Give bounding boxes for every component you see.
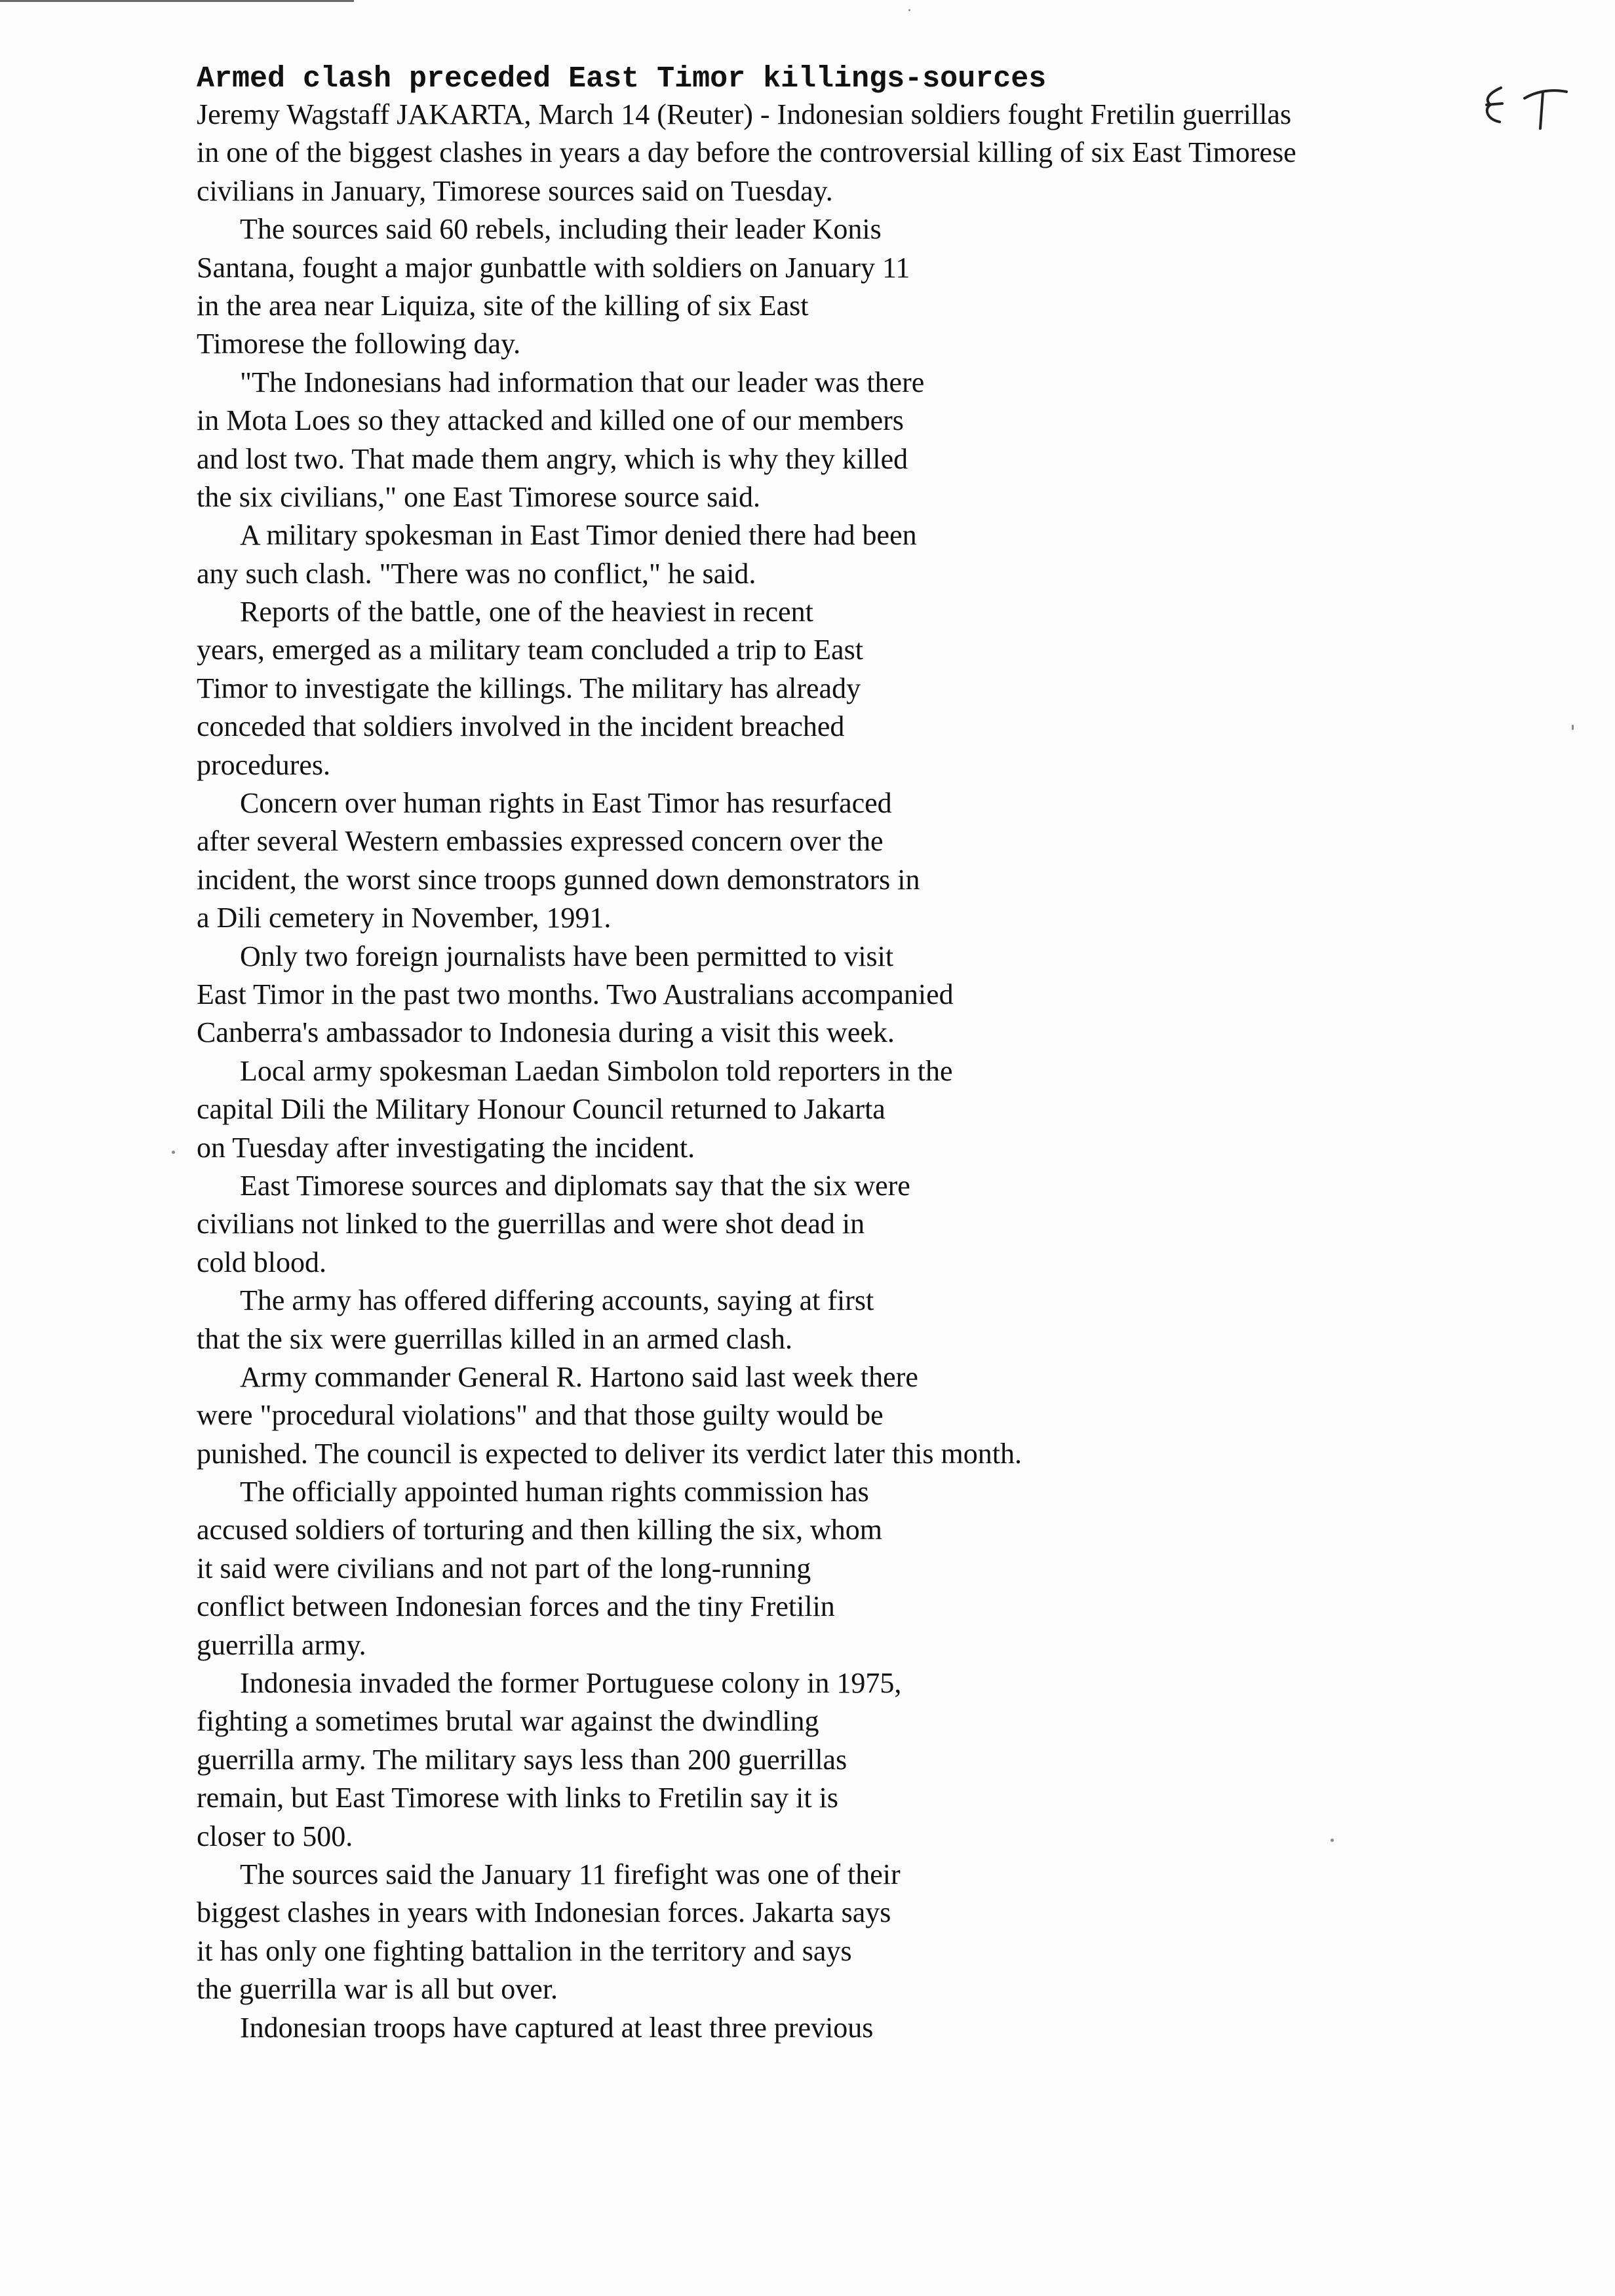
article-line: Jeremy Wagstaff JAKARTA, March 14 (Reuter) - Indonesian soldiers fought Fretilin guerrillas — [197, 98, 1292, 130]
article-line: that the six were guerrillas killed in an armed clash. — [197, 1322, 793, 1355]
article-body — [197, 96, 1521, 2047]
article-line: any such clash. "There was no conflict," he said. — [197, 557, 756, 590]
article-line: conceded that soldiers involved in the incident breached — [197, 710, 845, 743]
article-line: closer to 500. — [197, 1820, 353, 1852]
article-line: A military spokesman in East Timor denied there had been — [240, 519, 917, 552]
article-line: punished. The council is expected to deliver its verdict later this month. — [197, 1437, 1022, 1470]
article-line: Concern over human rights in East Timor has resurfaced — [240, 787, 892, 820]
scan-speck — [172, 1151, 175, 1154]
article-line: a Dili cemetery in November, 1991. — [197, 902, 612, 934]
article-line: accused soldiers of torturing and then killing the six, whom — [197, 1514, 883, 1546]
article-line: biggest clashes in years with Indonesian forces. Jakarta says — [197, 1896, 891, 1929]
article-line: East Timorese sources and diplomats say that the six were — [240, 1169, 910, 1202]
headline: Armed clash preceded East Timor killings-sources — [197, 62, 1047, 96]
article-line: fighting a sometimes brutal war against the dwindling — [197, 1705, 819, 1738]
scan-speck — [908, 9, 910, 11]
article-line: in the area near Liquiza, site of the killing of six East — [197, 289, 809, 322]
article-line: Santana, fought a major gunbattle with soldiers on January 11 — [197, 251, 910, 284]
article-line: Timor to investigate the killings. The military has already — [197, 672, 861, 704]
article-line: guerrilla army. The military says less than 200 guerrillas — [197, 1743, 847, 1776]
article-line: Timorese the following day. — [197, 328, 521, 360]
article-line: guerrilla army. — [197, 1628, 366, 1661]
article-line: procedures. — [197, 748, 331, 781]
article-line: Canberra's ambassador to Indonesia during a visit this week. — [197, 1016, 895, 1049]
article-line: civilians not linked to the guerrillas and were shot dead in — [197, 1208, 865, 1240]
article-line: it has only one fighting battalion in the territory and says — [197, 1934, 852, 1967]
article-line: years, emerged as a military team concluded a trip to East — [197, 634, 863, 666]
article-line: Only two foreign journalists have been permitted to visit — [240, 940, 894, 972]
scan-edge-line — [0, 0, 354, 2]
article-line: The sources said 60 rebels, including their leader Konis — [240, 213, 882, 246]
article-line: it said were civilians and not part of the long-running — [197, 1552, 811, 1584]
article-line: Local army spokesman Laedan Simbolon told reporters in the — [240, 1054, 953, 1087]
article-line: in Mota Loes so they attacked and killed one of our members — [197, 404, 904, 437]
article-line: Indonesian troops have captured at least three previous — [240, 2011, 874, 2044]
scan-speck — [1572, 725, 1574, 730]
article-line: conflict between Indonesian forces and the tiny Fretilin — [197, 1590, 835, 1623]
article-line: were "procedural violations" and that those guilty would be — [197, 1399, 884, 1432]
article-line: remain, but East Timorese with links to Fretilin say it is — [197, 1782, 838, 1814]
article-line: Indonesia invaded the former Portuguese colony in 1975, — [240, 1667, 902, 1700]
article-line: the six civilians," one East Timorese source said. — [197, 480, 760, 513]
article-line: The army has offered differing accounts, saying at first — [240, 1284, 874, 1317]
article-line: The sources said the January 11 firefight was one of their — [240, 1858, 901, 1890]
article-line: "The Indonesians had information that our leader was there — [240, 366, 925, 398]
article-line: capital Dili the Military Honour Council returned to Jakarta — [197, 1093, 885, 1126]
article-line: The officially appointed human rights commission has — [240, 1476, 869, 1508]
article-line: Reports of the battle, one of the heaviest in recent — [240, 596, 813, 628]
article-line: incident, the worst since troops gunned down demonstrators in — [197, 863, 920, 896]
article-line: civilians in January, Timorese sources said on Tuesday. — [197, 174, 833, 207]
article-line: Army commander General R. Hartono said last week there — [240, 1360, 918, 1393]
scan-speck — [1331, 1839, 1334, 1842]
article-line: the guerrilla war is all but over. — [197, 1973, 558, 2006]
article-line: after several Western embassies expressed concern over the — [197, 825, 884, 858]
article-line: on Tuesday after investigating the incident. — [197, 1131, 695, 1164]
article-line: in one of the biggest clashes in years a day before the controversial killing of six East Timorese — [197, 136, 1296, 169]
article-line: and lost two. That made them angry, which is why they killed — [197, 442, 908, 475]
article-line: cold blood. — [197, 1246, 326, 1278]
article-line: East Timor in the past two months. Two Australians accompanied — [197, 978, 954, 1010]
